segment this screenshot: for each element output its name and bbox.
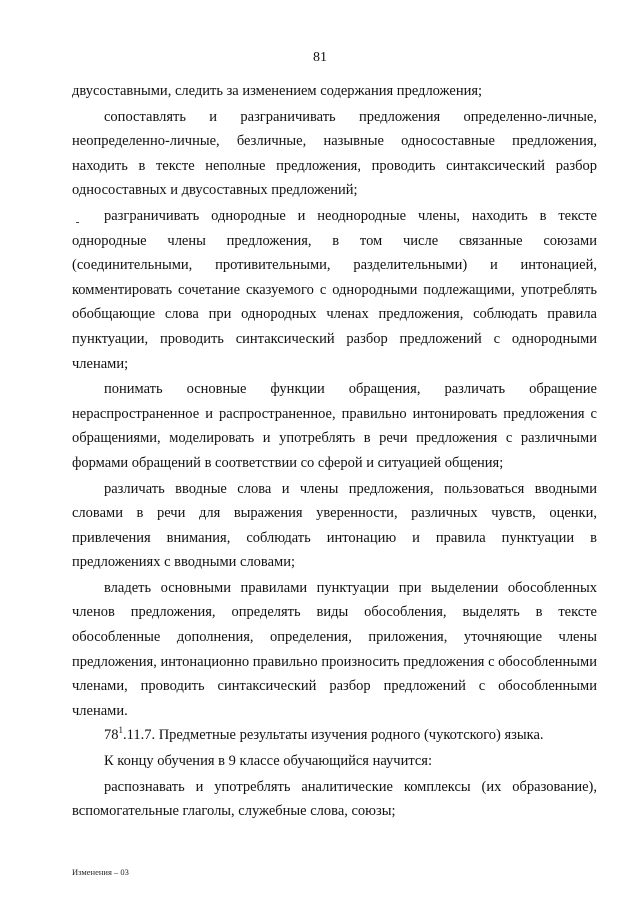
section-title: .11.7. Предметные результаты изучения родного (чукотского) языка. [123,727,544,744]
paragraph-sentence-types: сопоставлять и разграничивать предложения определенно-личные, неопределенно-личные, безличные, назывные односоставные предложения, находить в тексте неполные предложения, проводить синтаксический разбор односоставных и двусоставных предложений; [72,108,597,199]
section-heading [72,723,597,748]
intro-line: К концу обучения в 9 классе обучающийся научится: [104,753,432,770]
paragraph-address-forms: понимать основные функции обращения, различать обращение нераспространенное и распространенное, правильно интонировать предложения с обращениями, моделировать и употреблять в речи предложения с различными формами обращений в соответствии со сферой и ситуацией общения; [72,381,597,471]
section-number: 78 [104,727,119,744]
paragraph-homogeneous-members: разграничивать однородные и неоднородные члены, находить в тексте однородные члены предложения, в том числе связанные союзами (соединительными, противительными, разделительными) и интонацией, комментировать сочетание сказуемого с однородными подлежащими, употреблять обобщающие слова при однородных членах предложения, соблюдать правила пунктуации, проводить синтаксический разбор предложений с однородными членами; [72,207,597,372]
paragraph-analytic-complexes: распознавать и употреблять аналитические комплексы (их образование), вспомогательные глаголы, служебные слова, союзы; [72,778,597,820]
paragraph-continuation: двусоставными, следить за изменением содержания предложения; [72,83,483,99]
page-number: 81 [313,50,327,65]
section-superscript: 1 [118,725,123,736]
paragraph-introductory-words: различать вводные слова и члены предложения, пользоваться вводными словами в речи для выражения уверенности, различных чувств, оценки, привлечения внимания, соблюдать интонацию и правила пунктуации в предложениях с вводными словами; [72,480,597,571]
document-body [72,79,597,824]
footer-revision-note: Изменения – 03 [72,867,129,877]
paragraph-isolated-members: владеть основными правилами пунктуации при выделении обособленных членов предложения, определять виды обособления, выделять в тексте обособленные дополнения, определения, приложения, уточняющие члены предложения, интонационно правильно произносить предложения с обособленными членами, проводить синтаксический разбор предложений с обособленными членами. [72,579,597,719]
